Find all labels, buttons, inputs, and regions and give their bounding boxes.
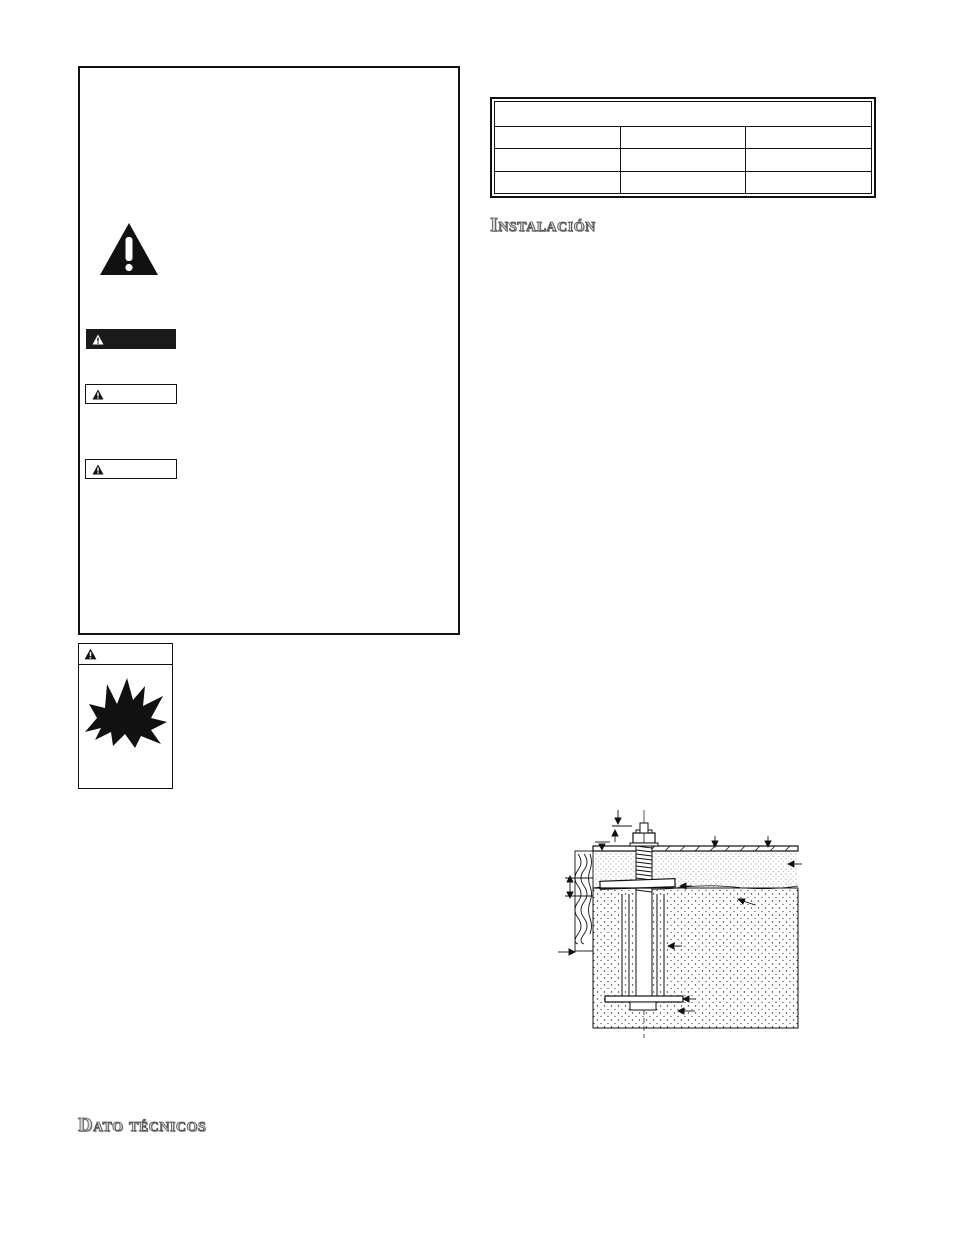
spec-table-cell [746, 171, 872, 194]
foundation-anchor-diagram [540, 808, 810, 1043]
safety-alert-triangle-icon [98, 221, 160, 277]
base-plate [593, 846, 798, 851]
spec-table-cell [620, 171, 746, 194]
spec-table-header [746, 126, 872, 148]
technical-data-heading: Dato técnicos [78, 1114, 207, 1136]
anchor-plate [605, 996, 683, 1002]
warning-badge [85, 384, 177, 404]
alert-triangle-icon [92, 464, 104, 475]
installation-heading: Instalación [490, 214, 596, 236]
spec-table-header [495, 126, 621, 148]
explosion-icon [83, 674, 169, 750]
spec-table-cell [495, 171, 621, 194]
caution-badge [85, 459, 177, 479]
spec-table-frame [490, 97, 876, 198]
concrete-foundation [593, 888, 798, 1028]
spec-table-cell [495, 149, 621, 171]
table-row [495, 171, 872, 194]
explosion-warning-panel [78, 643, 173, 789]
alert-triangle-icon [92, 389, 104, 400]
danger-badge [86, 329, 176, 349]
table-row [495, 149, 872, 171]
spec-table-header [620, 126, 746, 148]
spec-table-cell [746, 149, 872, 171]
formwork-boards [575, 851, 593, 951]
alert-triangle-icon [92, 334, 104, 345]
safety-info-box [78, 66, 460, 635]
explosion-warning-header [79, 644, 172, 665]
spec-table-cell [620, 149, 746, 171]
spec-table-title [495, 102, 872, 127]
alert-triangle-icon [84, 648, 97, 660]
spec-table [494, 101, 872, 194]
